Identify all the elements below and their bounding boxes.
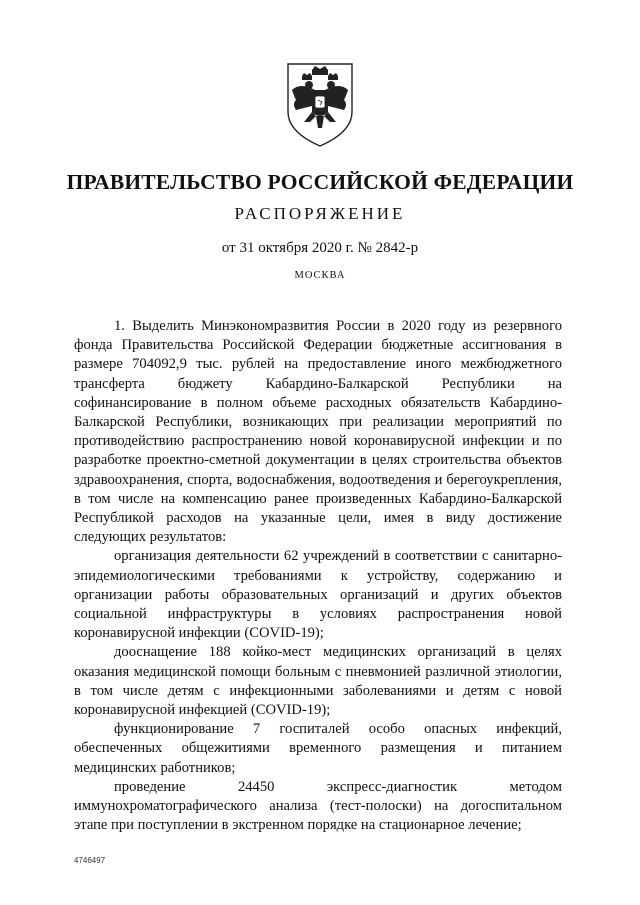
paragraph-main: 1. Выделить Минэкономразвития России в 2020 году из резервного фонда Правительства Российской Федерации бюджетные ассигнования в размере 704092,9 тыс. рублей на предоставление иного межбюджетного трансферта бюджету Кабардино-Балкарской Республики на софинансирование в полном объеме расходных обязательств Кабардино-Балкарской Республики, возникающих при реализации мероприятий по противодействию распространению новой коронавирусной инфекции и по разработке проектно-сметной документации в целях строительства объектов здравоохранения, спорта, водоснабжения, водоотведения и берегоукрепления, в том числе на компенсацию ранее произведенных Кабардино-Балкарской Республикой расходов на указанные цели, имея в виду достижение следующих результатов: — [74, 318, 562, 546]
document-body — [74, 317, 562, 835]
paragraph-result-4: проведение 24450 экспресс-диагностик методом иммунохроматографического анализа (тест-полоски) на догоспитальном этапе при поступлении в экстренном порядке на стационарное лечение; — [74, 778, 562, 834]
document-type: РАСПОРЯЖЕНИЕ — [234, 204, 406, 223]
paragraph-result-2: дооснащение 188 койко-мест медицинских организаций в целях оказания медицинской помощи больным с пневмонией различной этиологии, в том числе детям с инфекционными заболеваниями и детям с новой коронавирусной инфекцией (COVID-19); — [74, 644, 562, 719]
russian-coat-of-arms-icon — [282, 60, 358, 148]
page-title: ПРАВИТЕЛЬСТВО РОССИЙСКОЙ ФЕДЕРАЦИИ — [66, 170, 574, 194]
paragraph-result-1: организация деятельности 62 учреждений в соответствии с санитарно-эпидемиологическими требованиями к устройству, содержанию и организации работы образовательных организаций и других объектов социальной инфраструктуры в условиях распространения новой коронавирусной инфекции (COVID-19); — [74, 548, 562, 642]
document-city: МОСКВА — [294, 270, 346, 281]
document-code: 4746497 — [74, 856, 106, 865]
document-date-number: от 31 октября 2020 г. № 2842-р — [221, 240, 419, 256]
paragraph-result-3: функционирование 7 госпиталей особо опасных инфекций, обеспеченных общежитиями временного размещения и питанием медицинских работников; — [74, 721, 562, 776]
